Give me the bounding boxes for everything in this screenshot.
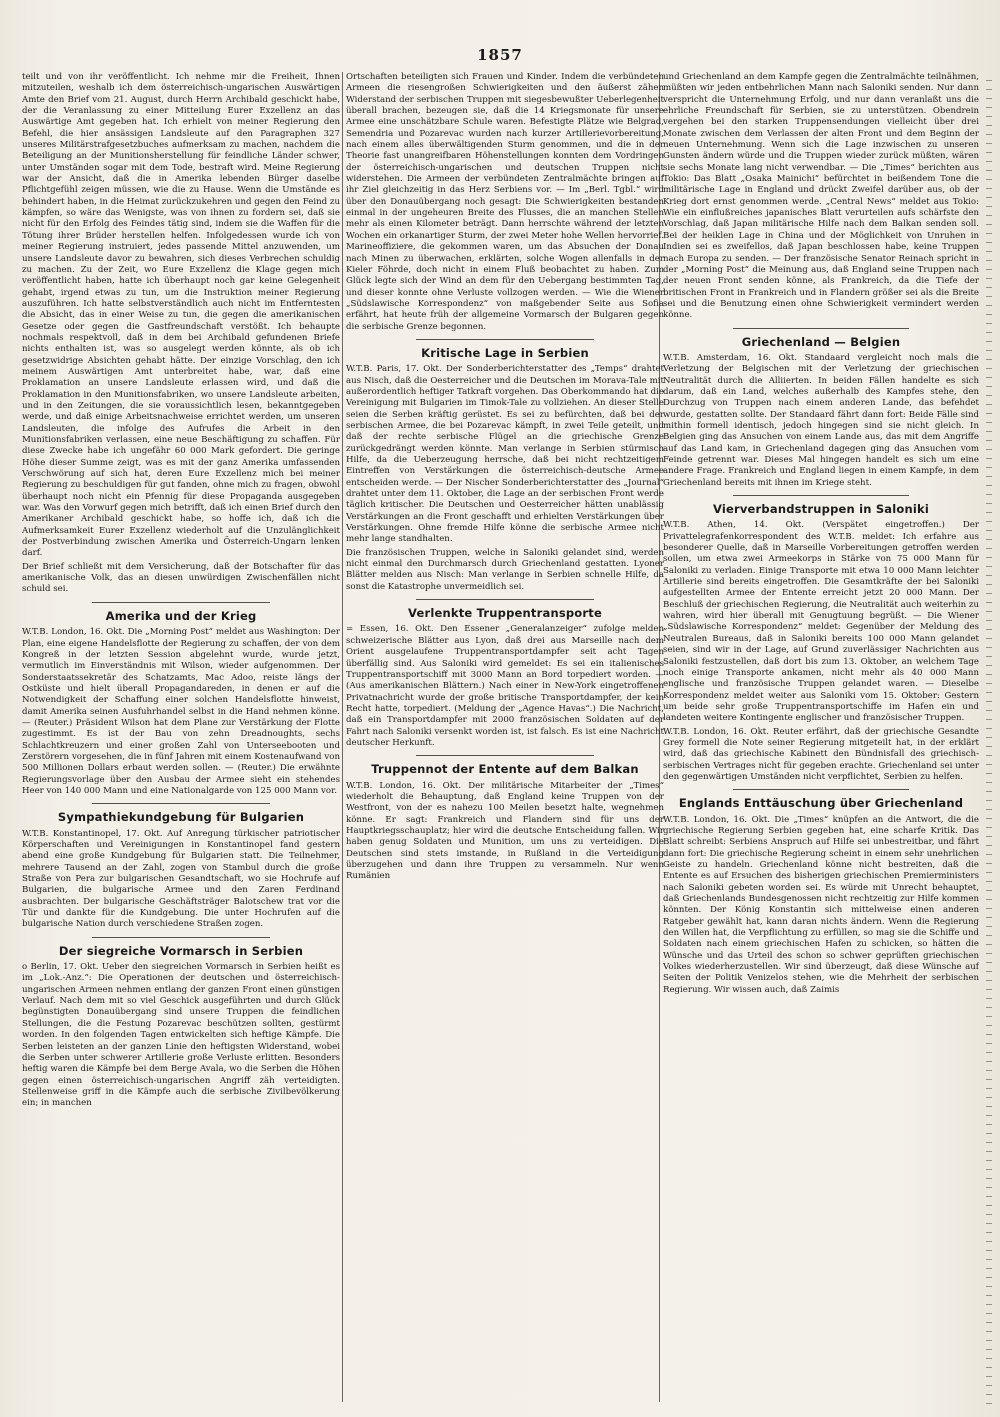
- headline-vormarsch-serbien: Der siegreiche Vormarsch in Serbien: [58, 943, 304, 958]
- article-separator: [416, 339, 594, 340]
- article-paragraph: o Berlin, 17. Okt. Ueber den siegreichen Vormarsch in Serbien heißt es im „Lok.-Anz.“: Die Operationen der deutschen und österreichisch-ungarischen Armeen nehmen entlang der ganzen Front einen günstigen Verlauf. Nach dem mit so viel Geschick ausgeführten und durch Glück begünstigten Donauübergang sind unsere Truppen die feindlichen Stellungen, die die Festung Pozarevac beschützen sollten, gestürmt worden. In den folgenden Tagen entwickelten sich heftige Kämpfe. Die Serben leisteten an der ganzen Linie den heftigsten Widerstand, wobei die Serben unter schwerer Artillerie große Verluste erlitten. Besonders heftig waren die Kämpfe bei dem Berge Avala, wo die Serben die Höhen gegen einen österreichisch-ungarischen Angriff zäh verteidigten. Stellenweise griff in die Kämpfe auch die serbische Zivilbevölkerung ein; in manchen: [22, 962, 340, 1109]
- headline-kritische-lage: Kritische Lage in Serbien: [421, 345, 589, 360]
- article-paragraph: Der Brief schließt mit dem Versicherung, daß der Botschafter für das amerikanische Volk, das an diesen unwürdigen Zwischenfällen nicht schuld sei.: [22, 561, 340, 595]
- article-paragraph: W.T.B. Paris, 17. Okt. Der Sonderberichterstatter des „Temps“ drahtet aus Nisch, daß die Oesterreicher und die Deutschen im Morava-Tale mit außerordentlich heftiger Tatkraft vorgehen. Das Oberkommando hat die Vereinigung mit Bulgarien im Timok-Tale zu vollziehen. An dieser Stelle seien die Serben kräftig gerüstet. Es sei zu befürchten, daß bei der serbischen Armee, die bei Pozarevac kämpft, in zwei Teile geteilt, und daß der rechte serbische Flügel an die griechische Grenze zurückgedrängt werden könnte. Man verlange in Serbien stürmisch Hilfe, da die Ueberzeugung herrsche, daß bei nicht rechtzeitigem Eintreffen von Verstärkungen die österreichisch-deutsche Armee entscheiden werde. — Der Nischer Sonderberichterstatter des „Journal“ drahtet unter dem 11. Oktober, die Lage an der serbischen Front werde täglich kritischer. Die Deutschen und Oesterreicher hätten unablässig Verstärkungen an die Front geschafft und erhielten Verstärkungen über Verstärkungen. Ohne fremde Hilfe könne die serbische Armee nicht mehr lange standhalten.: [346, 364, 664, 545]
- article-paragraph: W.T.B. Athen, 14. Okt. (Verspätet eingetroffen.) Der Privattelegrafenkorrespondent des W.T.B. meldet: Ich erfahre aus besonderer Quelle, daß in Marseille Vorbereitungen getroffen werden sollen, um etwa zwei Armeekorps in Stärke von 75 000 Mann für Saloniki zu verladen. Einige Transporte mit etwa 10 000 Mann leichter Artillerie sind bereits eingetroffen. Die Gesamtkräfte der bei Saloniki aufgestellten Armee der Entente erreicht jetzt 20 000 Mann. Der Beschluß der griechischen Regierung, die Neutralität auch weiterhin zu wahren, wird hier überall mit Genugtuung begrüßt. — Die Wiener „Südslawische Korrespondenz“ meldet: Gegenüber der Meldung des Neutralen Bureaus, daß in Saloniki bereits 100 000 Mann gelandet seien, sind wir in der Lage, auf Grund zuverlässiger Nachrichten aus Saloniki festzustellen, daß dort bis zum 13. Oktober, an welchem Tage noch einige Transporte ankamen, nicht mehr als 40 000 Mann englische und französische Truppen gelandet waren. — Dieselbe Korrespondenz meldet weiter aus Saloniki vom 15. Oktober: Gestern um beide sehr große Truppentransportschiffe im Hafen ein und landeten weitere Kontingente englischer und französischer Truppen.: [663, 520, 979, 724]
- article-separator: [92, 803, 270, 804]
- article-separator: [733, 789, 909, 790]
- column-middle: [346, 72, 664, 1402]
- article-separator: [92, 937, 270, 938]
- article-separator: [416, 755, 594, 756]
- article-paragraph: W.T.B. Konstantinopel, 17. Okt. Auf Anregung türkischer patriotischer Körperschaften und Vereinigungen in Konstantinopel fand gestern abend eine große Kundgebung für Bulgarien statt. Die Teilnehmer, mehrere Tausend an der Zahl, zogen von Stambul durch die große Straße von Pera zur bulgarischen Gesandtschaft, wo sie Hochrufe auf Bulgarien, die bulgarische Armee und den Zaren Ferdinand ausbrachten. Der bulgarische Geschäftsträger Balotschew trat vor die Tür und dankte für die Kundgebung. Die unter Hochrufen auf die bulgarische Nation durch verschiedene Straßen zogen.: [22, 828, 340, 930]
- article-separator: [416, 599, 594, 600]
- article-paragraph: W.T.B. London, 16. Okt. Der militärische Mitarbeiter der „Times“ wiederholt die Behauptung, daß England keine Truppen von der Westfront, von der es nahezu 100 Meilen besetzt halte, wegnehmen könne. Er sagt: Frankreich und Flandern sind für uns der Hauptkriegsschauplatz; hier wird die deutsche Entscheidung fallen. Wir haben genug Soldaten und Munition, um uns zu verteidigen. Die Deutschen sind stets imstande, in Rußland in die Verteidigung überzugehen und dann ihre Truppen zu versammeln. Nur wenn Rumänien: [346, 780, 664, 882]
- headline-griechenland-belgien: Griechenland — Belgien: [741, 334, 901, 349]
- article-separator: [733, 495, 909, 496]
- headline-englands-enttaeuschung: Englands Enttäuschung über Griechenland: [678, 796, 964, 811]
- headline-truppentransporte: Verlenkte Truppentransporte: [408, 606, 602, 621]
- article-paragraph: und Griechenland an dem Kampfe gegen die Zentralmächte teilnähmen, müßten wir jeden entbehrlichen Mann nach Saloniki senden. Nur dann verspricht die Unternehmung Erfolg, und nur dann veranlaßt uns die ehrliche Freundschaft für Serbien, sie zu unterstützen. Obendrein vergehen bei den starken Truppensendungen vielleicht über drei Monate zwischen dem Verlassen der alten Front und dem Beginn der neuen Unternehmung. Wenn sich die Lage inzwischen zu unseren Gunsten ändern würde und die Truppen wieder zurück müßten, wären sie sechs Monate lang nicht verwendbar. — Die „Times“ berichten aus Tokio: Das Blatt „Osaka Mainichi“ befürchtet in beißendem Tone die militärische Lage in England und drückt Zweifel darüber aus, ob der Krieg dort ernst genommen werde. „Central News“ meldet aus Tokio: Wie ein einflußreiches japanisches Blatt verurteilen aufs schärfste den Vorschlag, daß Japan militärische Hilfe nach dem Balkan senden soll. Bei der heiklen Lage in China und der Möglichkeit von Unruhen in Indien sei es zweifellos, daß Japan beschlossen habe, keine Truppen nach Europa zu senden. — Der französische Senator Reinach spricht in der „Morning Post“ die Meinung aus, daß England seine Truppen nach der neuen Front senden könne, als Frankreich, da die Tiefe der britischen Front in Frankreich und in Flandern größer sei als die Breite sei und die Benutzung einen ohne Schwierigkeit vermindert werden könne.: [663, 72, 979, 321]
- column-right: [663, 72, 979, 1402]
- headline-truppennot-entente: Truppennot der Entente auf dem Balkan: [371, 762, 639, 777]
- article-paragraph: Ortschaften beteiligten sich Frauen und Kinder. Indem die verbündeten Armeen die riesengroßen Schwierigkeiten und den äußerst zähen Widerstand der serbischen Truppen mit siegesbewußter Ueberlegenheit überall brachen, bezeugen sie, daß die 14 Kriegsmonate für unsere Armee eine unschätzbare Schule waren. Befestigte Plätze wie Belgrad, Semendria und Pozarevac wurden nach kurzer Artillerievorbereitung, nach einem alles überwältigenden Sturm genommen, und die in der Theorie fast unangreifbaren Höhenstellungen konnten dem Vordringen der österreichisch-ungarischen und deutschen Truppen nicht widerstehen. Die Armeen der verbündeten Zentralmächte bringen auf ihr Ziel gleichzeitig in das Herz Serbiens vor. — Im „Berl. Tgbl.“ wird über den Donauübergang noch gesagt: Die Schwierigkeiten bestanden einmal in der ungeheuren Breite des Flusses, die an manchen Stellen mehr als einen Kilometer beträgt. Dann herrschte während der letzten Wochen ein orkanartiger Sturm, der zwei Meter hohe Wellen hervorrief. Marineoffiziere, die gekommen waren, um das Absuchen der Donau nach Minen zu überwachen, erklärten, solche Wogen allenfalls in der Kieler Föhrde, doch nicht in einem Fluß beobachtet zu haben. Zum Glück legte sich der Wind an dem für den Uebergang bestimmten Tag, und dieser konnte ohne Verluste vollzogen werden. — Wie die Wiener „Südslawische Korrespondenz“ von maßgebender Seite aus Sofia erfährt, hat heute früh der allgemeine Vormarsch der Bulgaren gegen die serbische Grenze begonnen.: [346, 72, 664, 332]
- column-divider-left: [342, 72, 343, 1402]
- article-paragraph: W.T.B. London, 16. Okt. Die „Times“ knüpfen an die Antwort, die die griechische Regierung Serbien gegeben hat, eine scharfe Kritik. Das Blatt schreibt: Serbiens Anspruch auf Hilfe sei unbestreitbar, und fährt dann fort: Die griechische Regierung scheint in einem sehr unehrlichen Geiste zu handeln. Griechenland könne nicht bestreiten, daß die Entente es auf Ersuchen des bisherigen griechischen Premierministers nach Saloniki gebeten worden sei. Es würde mit Unrecht behauptet, daß Griechenlands Bundesgenossen nicht rechtzeitig zur Hilfe kommen könnten. Der König Konstantin sich mittelweise einen anderen Ratgeber gewählt hat, kann daran nichts ändern. Wenn die Regierung den Willen hat, die Verpflichtung zu erfüllen, so mag sie die Schiffe und Soldaten nach einem griechischen Hafen zu schicken, so hätten die Wünsche und das Urteil des schon so schwer geprüften griechischen Volkes wiederherzustellen. Wir sind überzeugt, daß diese Wünsche auf Seiten der Politik Venizelos stehen, wie die Mehrheit der serbischen Regierung. Wir wissen auch, daß Zaimis: [663, 814, 979, 995]
- article-separator: [92, 602, 270, 603]
- article-separator: [733, 328, 909, 329]
- column-left: [22, 72, 340, 1402]
- article-paragraph: W.T.B. Amsterdam, 16. Okt. Standaard vergleicht noch mals die Verletzung der Belgischen mit der Verletzung der griechischen Neutralität durch die Alliierten. In beiden Fällen handelte es sich darum, daß ein Land, welches außerhalb des Kampfes stehe, den Durchzug von Truppen nach einem anderen Lande, das befehdet wurde, gestatten sollte. Der Standaard fährt dann fort: Beide Fälle sind mithin formell identisch, jedoch hingegen sind sie nicht gleich. In Belgien ging das Ansuchen von einem Lande aus, das mit dem Angriffe auf das Land kam, in Griechenland dagegen ging das Ansuchen vom Feinde getrennt war. Dieses Mal hingegen handelt es sich um eine andere Frage. Frankreich und England liegen in einem Kampfe, in dem Griechenland bereits mit ihnen im Kriege steht.: [663, 352, 979, 488]
- page-edge-strip: [986, 80, 992, 1410]
- article-paragraph: W.T.B. London, 16. Okt. Die „Morning Post“ meldet aus Washington: Der Plan, eine eigene Handelsflotte der Regierung zu schaffen, der von dem Kongreß in der letzten Session abgelehnt wurde, wurde jetzt, vermutlich im Einverständnis mit Wilson, wieder aufgenommen. Der Sonderstaatssekretär des Schatzamts, Mac Adoo, reiste längs der Ostküste und hielt überall Propagandareden, in denen er auf die Notwendigkeit der Schaffung einer solchen Handelsflotte hinweist, damit Amerika seinen Ausfuhrhandel selbst in die Hand nehmen könne. — (Reuter.) Präsident Wilson hat dem Plane zur Verstärkung der Flotte zugestimmt. Es ist der Bau von zehn Dreadnoughts, sechs Schlachtkreuzern und einer großen Zahl von Unterseebooten und Zerstörern vorgesehen, die in fünf Jahren mit einem Kostenaufwand von 500 Millionen Dollars erbaut werden sollen. — (Reuter.) Die erwähnte Regierungsvorlage über den Ausbau der Armee sieht ein stehendes Heer von 140 000 Mann und eine Nationalgarde von 125 000 Mann vor.: [22, 627, 340, 796]
- article-paragraph: Die französischen Truppen, welche in Saloniki gelandet sind, werden nicht einmal den Durchmarsch durch Griechenland gestatten. Lyoner Blätter melden aus Nisch: Man verlange in Serbien schnelle Hilfe, da sonst die Katastrophe unvermeidlich sei.: [346, 547, 664, 592]
- article-paragraph: = Essen, 16. Okt. Den Essener „Generalanzeiger“ zufolge melden schweizerische Blätter aus Lyon, daß drei aus Marseille nach dem Orient ausgelaufene Truppentransportdampfer seit acht Tagen überfällig sind. Aus Saloniki wird gemeldet: Es sei ein italienisches Truppentransportschiff mit 3000 Mann an Bord torpediert worden. — (Aus amerikanischen Blättern.) Nach einer in New-York eingetroffenen Privatnachricht wurde der große britische Transportdampfer, der kein Recht hatte, torpediert. (Meldung der „Agence Havas“.) Die Nachricht, daß ein Transportdampfer mit 2000 französischen Soldaten auf der Fahrt nach Saloniki versenkt worden ist, ist falsch. Es ist eine Nachricht deutscher Herkunft.: [346, 624, 664, 748]
- article-paragraph: teilt und von ihr veröffentlicht. Ich nehme mir die Freiheit, Ihnen mitzuteilen, weshalb ich dem österreichisch-ungarischen Auswärtigen Amte den Brief vom 21. August, durch Herrn Archibald geschickt habe, der die Veranlassung zu einer Mitteilung Eurer Exzellenz an das Auswärtige Amt gegeben hat. Ich erhielt von meiner Regierung den Befehl, die hier ansässigen Landsleute auf den Paragraphen 327 unseres Militärstrafgesetzbuches aufmerksam zu machen, nachdem die Beteiligung an der Munitionsherstellung für feindliche Länder schwer, unter Umständen sogar mit dem Tode, bestraft wird. Meine Regierung war der Ansicht, daß die in Amerika lebenden Bürger daselbe Pflichtgefühl zeigen müssen, wie die zu Hause. Wenn die Umstände es behindert haben, in die Heimat zurückzukehren und gegen den Feind zu kämpfen, so wäre das Wenigste, was von ihnen zu fordern sei, daß sie nicht für den Erfolg des Feindes tätig sind, indem sie die Waffen für die Tötung ihrer Brüder herstellen helfen. Infolgedessen wurde ich von meiner Regierung instruiert, jedes passende Mittel anzuwenden, um unsere Landsleute davor zu bewahren, sich dieses Verbrechen schuldig zu machen. Zu der Zeit, wo Eure Exzellenz die Klage gegen mich veröffentlicht haben, hatte ich überhaupt noch gar keine Gelegenheit gehabt, irgend etwas zu tun, um die Instruktion meiner Regierung auszuführen. Ich hatte selbstverständlich auch nicht im Entferntesten die Absicht, das in einer Weise zu tun, die gegen die amerikanischen Gesetze oder gegen die Gastfreundschaft verstößt. Ich behaupte nochmals respektvoll, daß in dem bei Archibald gefundenen Briefe nichts enthalten ist, was so ausgelegt werden könnte, als ob ich gesetzwidrige Absichten gehabt hätte. Der einzige Vorschlag, den ich meinem Auswärtigen Amt unterbreitet habe, war, daß eine Proklamation an unsere Landsleute erlassen wird, und daß die Proklamation in den Munitionsfabriken, wo unsere Landsleute arbeiten, und in den Zeitungen, die sie voraussichtlich lesen, bekanntgegeben werde, und daß einige Arbeitsnachweise errichtet werden, um unseren Landsleuten, die infolge des Aufrufes die Arbeit in den Munitionsfabriken verlassen, eine neue Beschäftigung zu schaffen. Für diese Zwecke habe ich ungefähr 60 000 Mark gefordert. Die geringe Höhe dieser Summe zeigt, was es mit der ganz Amerika umfassenden Verschwörung auf sich hat, deren Eure Exzellenz mich bei meiner Regierung zu beschuldigen für gut fanden, ohne mich zu fragen, obwohl überhaupt noch nicht ein Pfennig für diese Propaganda ausgegeben war. Was den Vorwurf gegen mich betrifft, daß ich einen Brief durch den Amerikaner Archibald geschickt habe, so hoffe ich, daß ich die Aufmerksamkeit Eurer Exzellenz wiederholt auf die Unzulänglichkeit der Postverbindung zwischen Amerika und Österreich-Ungarn lenken darf.: [22, 72, 340, 559]
- headline-sympathiekundgebung: Sympathiekundgebung für Bulgarien: [57, 810, 305, 825]
- headline-amerika-krieg: Amerika und der Krieg: [105, 608, 257, 623]
- headline-vierverband-saloniki: Vierverbandstruppen in Saloniki: [712, 502, 930, 517]
- article-paragraph: W.T.B. London, 16. Okt. Reuter erfährt, daß der griechische Gesandte Grey formell die Note seiner Regierung mitgeteilt hat, in der erklärt wird, daß das griechische Kabinett den Bündnisfall des griechisch-serbischen Vertrages nicht für gegeben erachte. Griechenland sei unter den gegenwärtigen Umständen nicht verpflichtet, Serbien zu helfen.: [663, 726, 979, 782]
- page-number: 1857: [477, 46, 523, 64]
